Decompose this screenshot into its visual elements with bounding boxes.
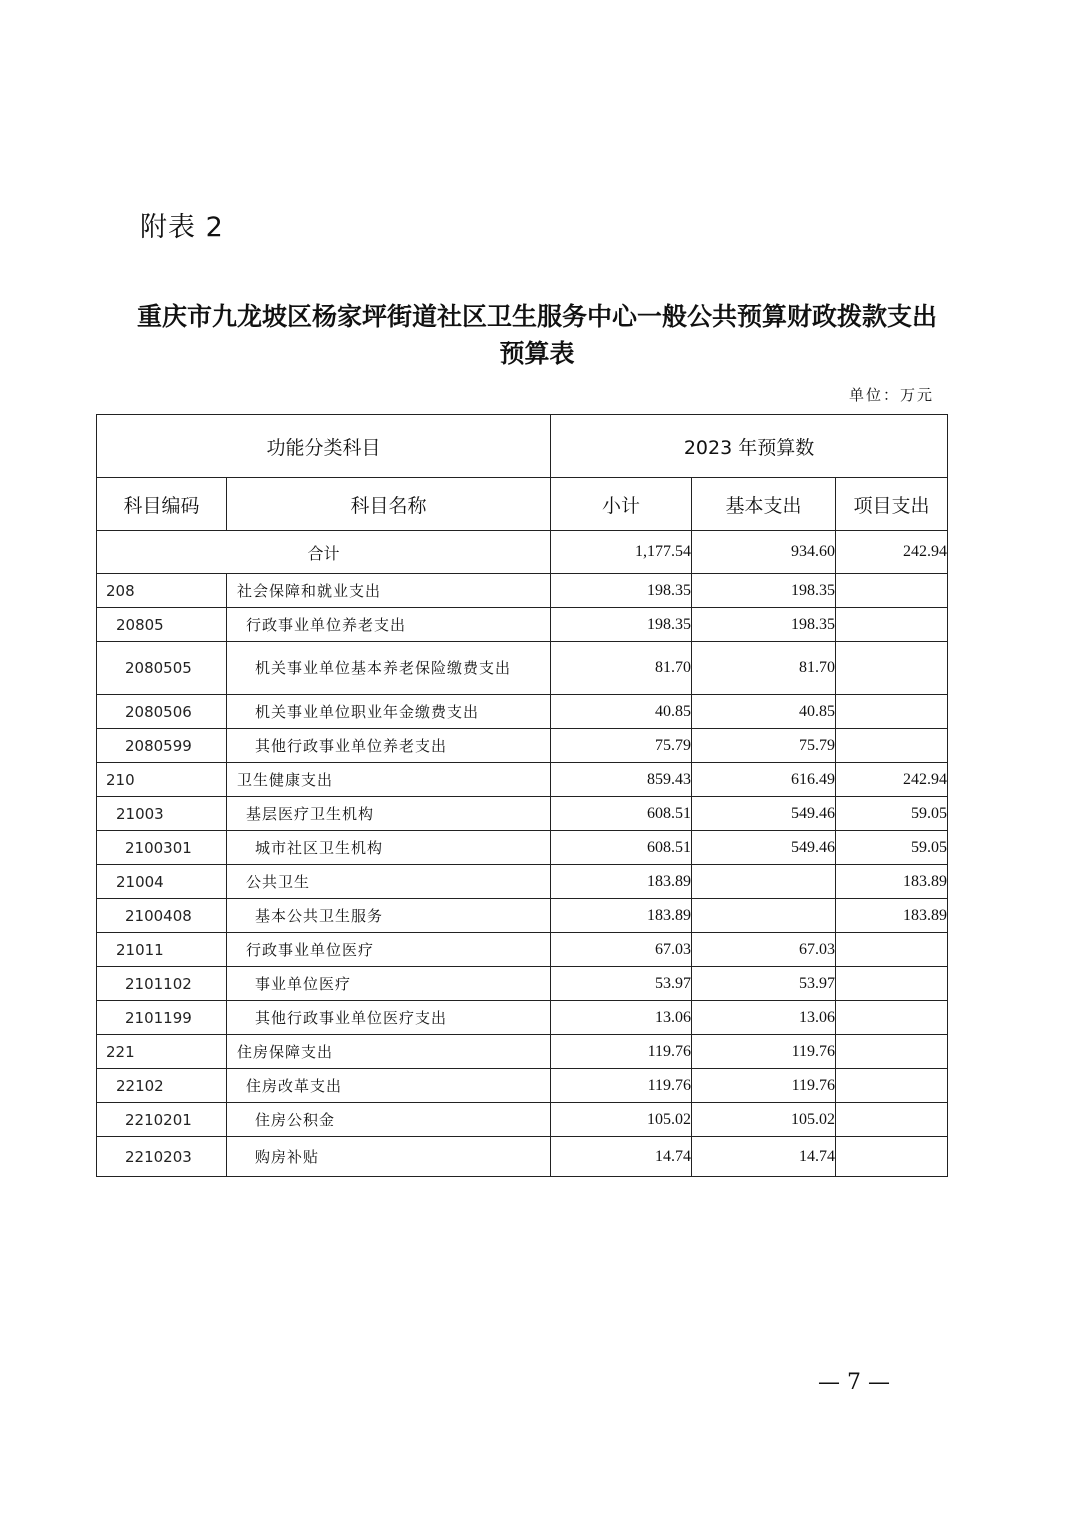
table-row	[97, 797, 948, 831]
header-subtotal: 小计	[551, 478, 692, 531]
table-row	[97, 865, 948, 899]
row-project: 183.89	[836, 899, 948, 933]
header-name: 科目名称	[227, 478, 551, 531]
table-row	[97, 1103, 948, 1137]
row-name: 购房补贴	[227, 1137, 551, 1177]
total-row	[97, 531, 948, 574]
row-code: 2101199	[97, 1001, 227, 1035]
row-basic: 549.46	[692, 831, 836, 865]
row-name: 基层医疗卫生机构	[227, 797, 551, 831]
row-code: 2080505	[97, 642, 227, 695]
row-name: 住房公积金	[227, 1103, 551, 1137]
row-name: 公共卫生	[227, 865, 551, 899]
attachment-label: 附表 2	[140, 212, 224, 243]
row-subtotal: 859.43	[551, 763, 692, 797]
table-row	[97, 967, 948, 1001]
page-number: — 7 —	[818, 1370, 890, 1395]
row-basic: 53.97	[692, 967, 836, 1001]
total-label: 合计	[97, 531, 551, 574]
row-name: 行政事业单位养老支出	[227, 608, 551, 642]
table-row	[97, 1137, 948, 1177]
row-subtotal: 198.35	[551, 574, 692, 608]
row-code: 2080506	[97, 695, 227, 729]
row-name: 基本公共卫生服务	[227, 899, 551, 933]
row-subtotal: 105.02	[551, 1103, 692, 1137]
table-row	[97, 763, 948, 797]
table-row	[97, 608, 948, 642]
table-row	[97, 933, 948, 967]
row-project	[836, 729, 948, 763]
row-basic: 616.49	[692, 763, 836, 797]
total-subtotal: 1,177.54	[551, 531, 692, 574]
row-basic: 119.76	[692, 1069, 836, 1103]
row-basic: 67.03	[692, 933, 836, 967]
row-basic: 14.74	[692, 1137, 836, 1177]
table-row	[97, 1001, 948, 1035]
row-name: 城市社区卫生机构	[227, 831, 551, 865]
row-project	[836, 1137, 948, 1177]
row-basic: 40.85	[692, 695, 836, 729]
row-code: 21011	[97, 933, 227, 967]
row-code: 20805	[97, 608, 227, 642]
row-subtotal: 81.70	[551, 642, 692, 695]
row-name: 住房保障支出	[227, 1035, 551, 1069]
row-basic: 198.35	[692, 574, 836, 608]
header-function-category: 功能分类科目	[97, 415, 551, 478]
row-code: 2080599	[97, 729, 227, 763]
header-budget-year: 2023 年预算数	[551, 415, 948, 478]
row-basic: 549.46	[692, 797, 836, 831]
table-row	[97, 831, 948, 865]
total-basic: 934.60	[692, 531, 836, 574]
header-project: 项目支出	[836, 478, 948, 531]
row-project	[836, 574, 948, 608]
table-row	[97, 729, 948, 763]
row-project: 183.89	[836, 865, 948, 899]
row-basic: 119.76	[692, 1035, 836, 1069]
budget-table	[96, 414, 948, 1177]
row-basic	[692, 899, 836, 933]
row-subtotal: 75.79	[551, 729, 692, 763]
row-project	[836, 967, 948, 1001]
row-subtotal: 183.89	[551, 899, 692, 933]
row-project	[836, 1069, 948, 1103]
row-basic: 198.35	[692, 608, 836, 642]
document-title	[80, 298, 994, 372]
row-project	[836, 608, 948, 642]
row-name: 社会保障和就业支出	[227, 574, 551, 608]
row-project	[836, 1001, 948, 1035]
row-project: 59.05	[836, 797, 948, 831]
header-code: 科目编码	[97, 478, 227, 531]
row-subtotal: 198.35	[551, 608, 692, 642]
row-code: 210	[97, 763, 227, 797]
row-project	[836, 933, 948, 967]
table-row	[97, 1035, 948, 1069]
row-subtotal: 608.51	[551, 831, 692, 865]
row-basic: 105.02	[692, 1103, 836, 1137]
table-row	[97, 1069, 948, 1103]
table-row	[97, 899, 948, 933]
row-name: 住房改革支出	[227, 1069, 551, 1103]
row-code: 22102	[97, 1069, 227, 1103]
row-subtotal: 67.03	[551, 933, 692, 967]
row-name: 其他行政事业单位养老支出	[227, 729, 551, 763]
table-row	[97, 695, 948, 729]
row-project	[836, 695, 948, 729]
row-project: 242.94	[836, 763, 948, 797]
row-name: 行政事业单位医疗	[227, 933, 551, 967]
row-code: 2100408	[97, 899, 227, 933]
row-code: 21004	[97, 865, 227, 899]
row-code: 21003	[97, 797, 227, 831]
row-subtotal: 53.97	[551, 967, 692, 1001]
table-row	[97, 642, 948, 695]
row-basic: 13.06	[692, 1001, 836, 1035]
row-name: 卫生健康支出	[227, 763, 551, 797]
row-subtotal: 608.51	[551, 797, 692, 831]
row-name: 其他行政事业单位医疗支出	[227, 1001, 551, 1035]
row-name: 机关事业单位基本养老保险缴费支出	[227, 642, 551, 695]
row-subtotal: 119.76	[551, 1035, 692, 1069]
row-name: 事业单位医疗	[227, 967, 551, 1001]
row-basic: 75.79	[692, 729, 836, 763]
row-subtotal: 183.89	[551, 865, 692, 899]
title-line-2: 预算表	[499, 339, 575, 368]
row-subtotal: 119.76	[551, 1069, 692, 1103]
row-name: 机关事业单位职业年金缴费支出	[227, 695, 551, 729]
row-project	[836, 1103, 948, 1137]
row-code: 221	[97, 1035, 227, 1069]
row-basic: 81.70	[692, 642, 836, 695]
row-subtotal: 14.74	[551, 1137, 692, 1177]
row-project	[836, 1035, 948, 1069]
table-row	[97, 574, 948, 608]
title-line-1: 重庆市九龙坡区杨家坪街道社区卫生服务中心一般公共预算财政拨款支出	[136, 302, 937, 331]
row-subtotal: 40.85	[551, 695, 692, 729]
header-basic: 基本支出	[692, 478, 836, 531]
row-code: 208	[97, 574, 227, 608]
row-code: 2100301	[97, 831, 227, 865]
row-basic	[692, 865, 836, 899]
unit-label: 单位：万元	[848, 386, 934, 404]
row-code: 2210201	[97, 1103, 227, 1137]
row-subtotal: 13.06	[551, 1001, 692, 1035]
total-project: 242.94	[836, 531, 948, 574]
row-project	[836, 642, 948, 695]
row-code: 2101102	[97, 967, 227, 1001]
row-project: 59.05	[836, 831, 948, 865]
row-code: 2210203	[97, 1137, 227, 1177]
